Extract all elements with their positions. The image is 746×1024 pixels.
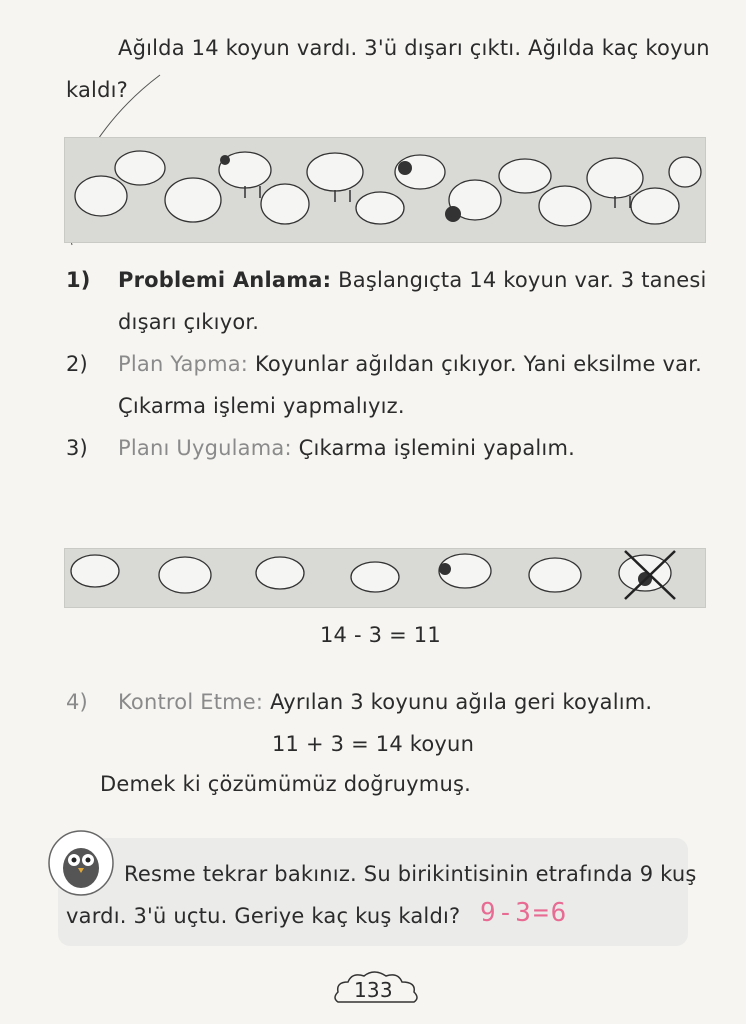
step-4-title: Kontrol Etme:: [118, 690, 264, 714]
sheep-illustration-1: [64, 137, 706, 243]
exercise-box: [58, 838, 688, 946]
step-1-title: Problemi Anlama:: [118, 268, 332, 292]
problem-line-2: kaldı?: [66, 78, 129, 102]
step-2-number: 2): [66, 352, 88, 376]
step-1-text-2: dışarı çıkıyor.: [118, 310, 260, 334]
sheep-icon: [65, 549, 705, 607]
equation-subtraction: 14 - 3 = 11: [320, 623, 441, 647]
step-2-text: Koyunlar ağıldan çıkıyor. Yani eksilme var.: [254, 352, 703, 376]
problem-line-1: Ağılda 14 koyun vardı. 3'ü dışarı çıktı. Ağılda kaç koyun: [118, 36, 710, 60]
page-number: 133: [354, 978, 393, 1002]
conclusion-text: Demek ki çözümümüz doğruymuş.: [100, 772, 471, 796]
owl-icon: [46, 828, 116, 898]
step-1-line: [118, 268, 707, 292]
exercise-line-1: Resme tekrar bakınız. Su birikintisinin etrafında 9 kuş: [124, 862, 697, 886]
step-4-text: Ayrılan 3 koyunu ağıla geri koyalım.: [270, 690, 653, 714]
step-3-line: [118, 436, 575, 460]
step-2-title: Plan Yapma:: [118, 352, 249, 376]
step-3-text: Çıkarma işlemini yapalım.: [298, 436, 575, 460]
step-3-number: 3): [66, 436, 88, 460]
step-1-text: Başlangıçta 14 koyun var. 3 tanesi: [338, 268, 707, 292]
exercise-line-2: vardı. 3'ü uçtu. Geriye kaç kuş kaldı?: [66, 904, 461, 928]
sheep-icon: [65, 138, 705, 242]
step-1-number: 1): [66, 268, 91, 292]
step-4-line: [118, 690, 652, 714]
step-4-number: 4): [66, 690, 88, 714]
equation-addition: 11 + 3 = 14 koyun: [272, 732, 475, 756]
sheep-illustration-2: [64, 548, 706, 608]
step-2-line: [118, 352, 702, 376]
handwritten-answer: 9-3=6: [480, 898, 569, 928]
step-2-text-2: Çıkarma işlemi yapmalıyız.: [118, 394, 405, 418]
step-3-title: Planı Uygulama:: [118, 436, 292, 460]
